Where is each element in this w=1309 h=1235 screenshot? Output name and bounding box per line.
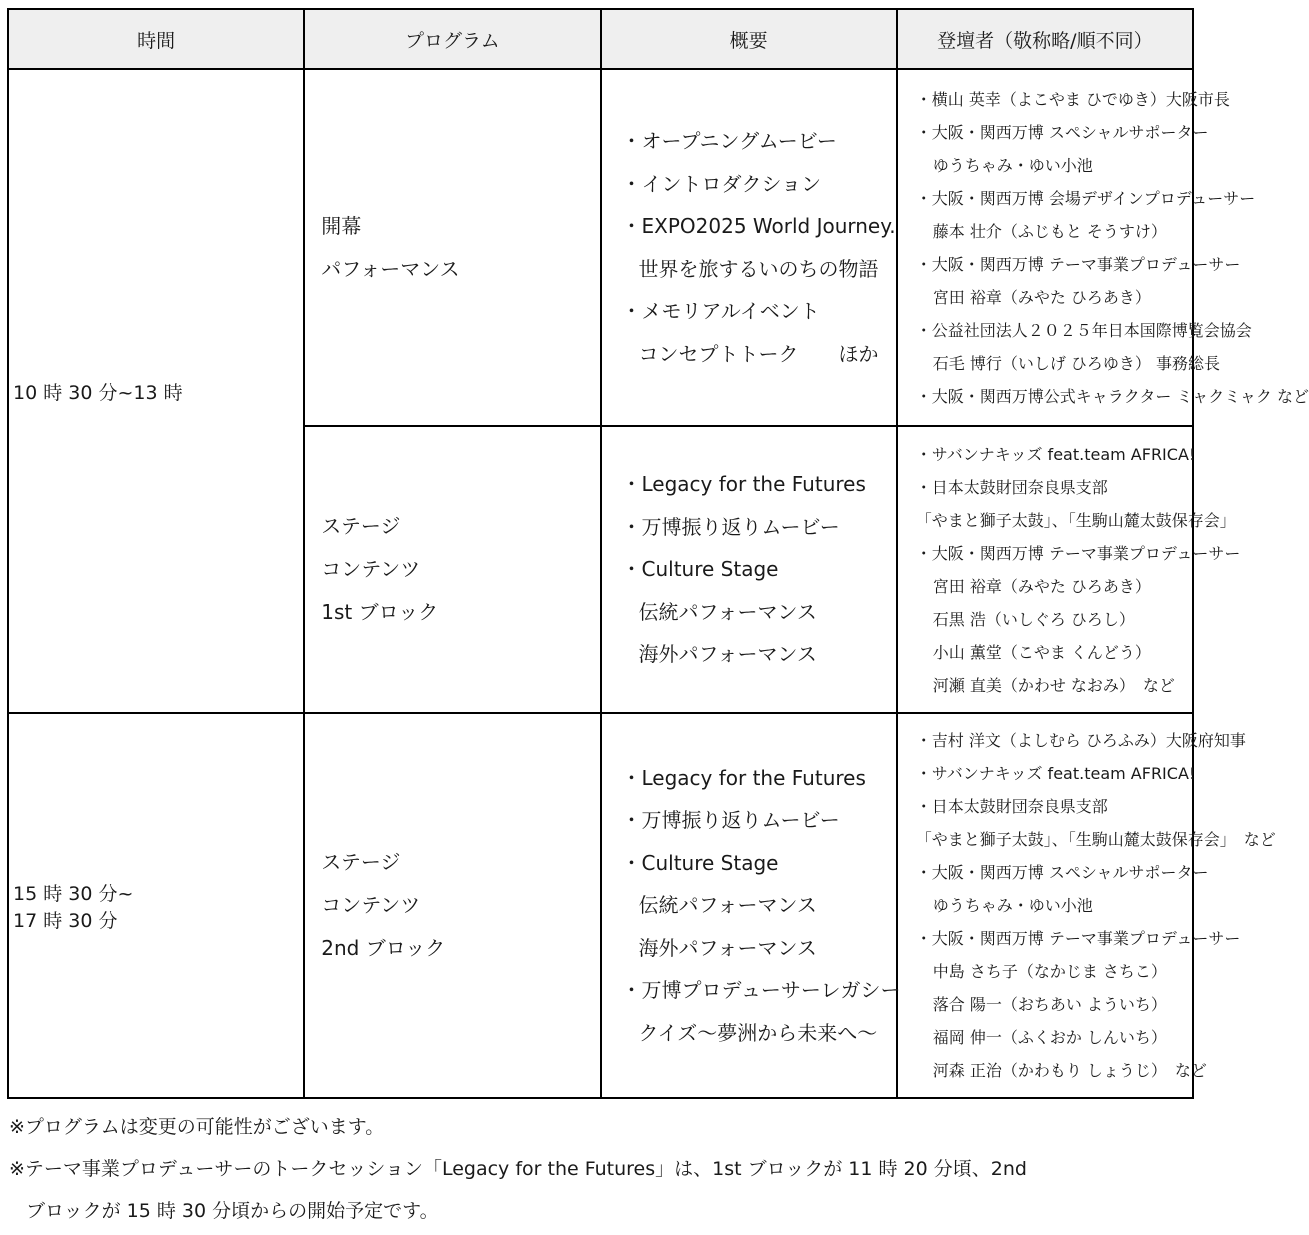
- text-line: ・大阪・関西万博 スペシャルサポーター: [915, 122, 1209, 142]
- text-line: ・Legacy for the Futures: [621, 472, 866, 497]
- text-line: ・Legacy for the Futures: [621, 765, 866, 790]
- text-line: ・万博プロデューサーレガシー: [621, 978, 901, 1003]
- text-line: 世界を旅するいのちの物語: [638, 256, 879, 281]
- text-line: ・万博振り返りムービー: [621, 514, 840, 539]
- text-line: ゆうちゃみ・ゆい小池: [932, 155, 1093, 175]
- text-line: ・大阪・関西万博 会場デザインプロデューサー: [915, 188, 1256, 208]
- text-line: 10 時 30 分~13 時: [13, 381, 183, 404]
- program-cell: [304, 69, 600, 426]
- text-line: 河瀬 直美（かわせ なおみ） など: [932, 675, 1175, 695]
- text-line: 「やまと獅子太鼓」、「生駒山麓太鼓保存会」 など: [915, 830, 1276, 849]
- summary-cell: [601, 713, 901, 1098]
- text-line: ・メモリアルイベント: [621, 299, 820, 323]
- text-line: ・日本太鼓財団奈良県支部: [915, 477, 1108, 497]
- text-line: 17 時 30 分: [13, 909, 118, 932]
- text-line: ・大阪・関西万博公式キャラクター ミャクミャク など: [915, 386, 1309, 406]
- text-line: ・大阪・関西万博 テーマ事業プロデューサー: [915, 254, 1241, 274]
- text-line: ・EXPO2025 World Journey.: [621, 214, 896, 238]
- text-line: クイズ～夢洲から未来へ～: [638, 1020, 878, 1045]
- text-line: 小山 薫堂（こやま くんどう）: [932, 642, 1151, 662]
- text-line: ・公益社団法人２０２５年日本国際博覧会協会: [915, 320, 1252, 340]
- program-schedule-table: [7, 8, 1309, 1099]
- text-line: 開幕: [321, 213, 362, 238]
- text-line: ・吉村 洋文（よしむら ひろふみ）大阪府知事: [915, 731, 1246, 750]
- text-line: ブロックが 15 時 30 分頃からの開始予定です。: [26, 1200, 439, 1222]
- text-line: 福岡 伸一（ふくおか しんいち）: [932, 1028, 1167, 1047]
- summary-cell: [601, 426, 897, 713]
- text-line: コンテンツ: [321, 557, 421, 581]
- text-line: 中島 さち子（なかじま さちこ）: [932, 962, 1167, 981]
- text-line: ・万博振り返りムービー: [621, 808, 840, 833]
- text-line: 伝統パフォーマンス: [638, 599, 817, 624]
- text-line: ・大阪・関西万博 テーマ事業プロデューサー: [915, 929, 1241, 948]
- time-cell: [8, 69, 304, 713]
- table-row: [8, 713, 1193, 1098]
- program-cell: [304, 426, 600, 713]
- text-line: 海外パフォーマンス: [638, 642, 817, 667]
- text-line: ・Culture Stage: [621, 557, 779, 582]
- text-line: 2nd ブロック: [321, 936, 446, 960]
- performers-cell: [897, 426, 1241, 713]
- text-line: コンテンツ: [321, 893, 421, 917]
- text-line: ・Culture Stage: [621, 850, 779, 875]
- text-line: 落合 陽一（おちあい よういち）: [932, 995, 1167, 1014]
- text-line: ステージ: [321, 850, 401, 874]
- text-line: ステージ: [321, 514, 401, 538]
- text-line: ・大阪・関西万博 テーマ事業プロデューサー: [915, 543, 1241, 563]
- text-line: ・イントロダクション: [621, 171, 822, 196]
- table-header-row: [8, 9, 1193, 69]
- summary-cell: [601, 69, 897, 426]
- text-line: パフォーマンス: [321, 256, 460, 281]
- text-line: ※テーマ事業プロデューサーのトークセッション「Legacy for the Futures」は、1st ブロックが 11 時 20 分頃、2nd: [9, 1158, 1027, 1180]
- text-line: 河森 正治（かわもり しょうじ） など: [932, 1061, 1207, 1080]
- text-line: ・日本太鼓財団奈良県支部: [915, 797, 1108, 816]
- header-program: プログラム: [304, 9, 600, 69]
- header-summary: 概要: [601, 9, 897, 69]
- footnotes: [9, 1106, 1189, 1232]
- text-line: ※プログラムは変更の可能性がございます。: [9, 1116, 385, 1138]
- text-line: ・大阪・関西万博 スペシャルサポーター: [915, 863, 1209, 882]
- text-line: 藤本 壮介（ふじもと そうすけ）: [932, 221, 1167, 241]
- text-line: 15 時 30 分~: [13, 882, 134, 905]
- performers-cell: [897, 713, 1276, 1098]
- text-line: 伝統パフォーマンス: [638, 893, 817, 918]
- time-cell: [8, 713, 304, 1098]
- text-line: 「やまと獅子太鼓」、「生駒山麓太鼓保存会」: [915, 510, 1236, 530]
- text-line: ・サバンナキッズ feat.team AFRICA!: [915, 444, 1196, 464]
- text-line: 1st ブロック: [321, 600, 439, 624]
- text-line: 石黒 浩（いしぐろ ひろし）: [932, 609, 1135, 629]
- text-line: 宮田 裕章（みやた ひろあき）: [932, 287, 1151, 307]
- text-line: 宮田 裕章（みやた ひろあき）: [932, 576, 1151, 596]
- text-line: コンセプトトーク ほか: [638, 341, 879, 366]
- table-row: [8, 69, 1193, 426]
- text-line: ゆうちゃみ・ゆい小池: [932, 896, 1093, 915]
- header-time: 時間: [8, 9, 304, 69]
- text-line: 石毛 博行（いしげ ひろゆき） 事務総長: [932, 353, 1221, 373]
- text-line: ・オープニングムービー: [621, 129, 837, 153]
- program-cell: [304, 713, 600, 1098]
- text-line: ・サバンナキッズ feat.team AFRICA!: [915, 764, 1196, 783]
- text-line: ・横山 英幸（よこやま ひでゆき）大阪市長: [915, 89, 1230, 109]
- header-performers: 登壇者（敬称略/順不同）: [897, 9, 1193, 69]
- text-line: 海外パフォーマンス: [638, 935, 817, 960]
- performers-cell: [897, 69, 1309, 426]
